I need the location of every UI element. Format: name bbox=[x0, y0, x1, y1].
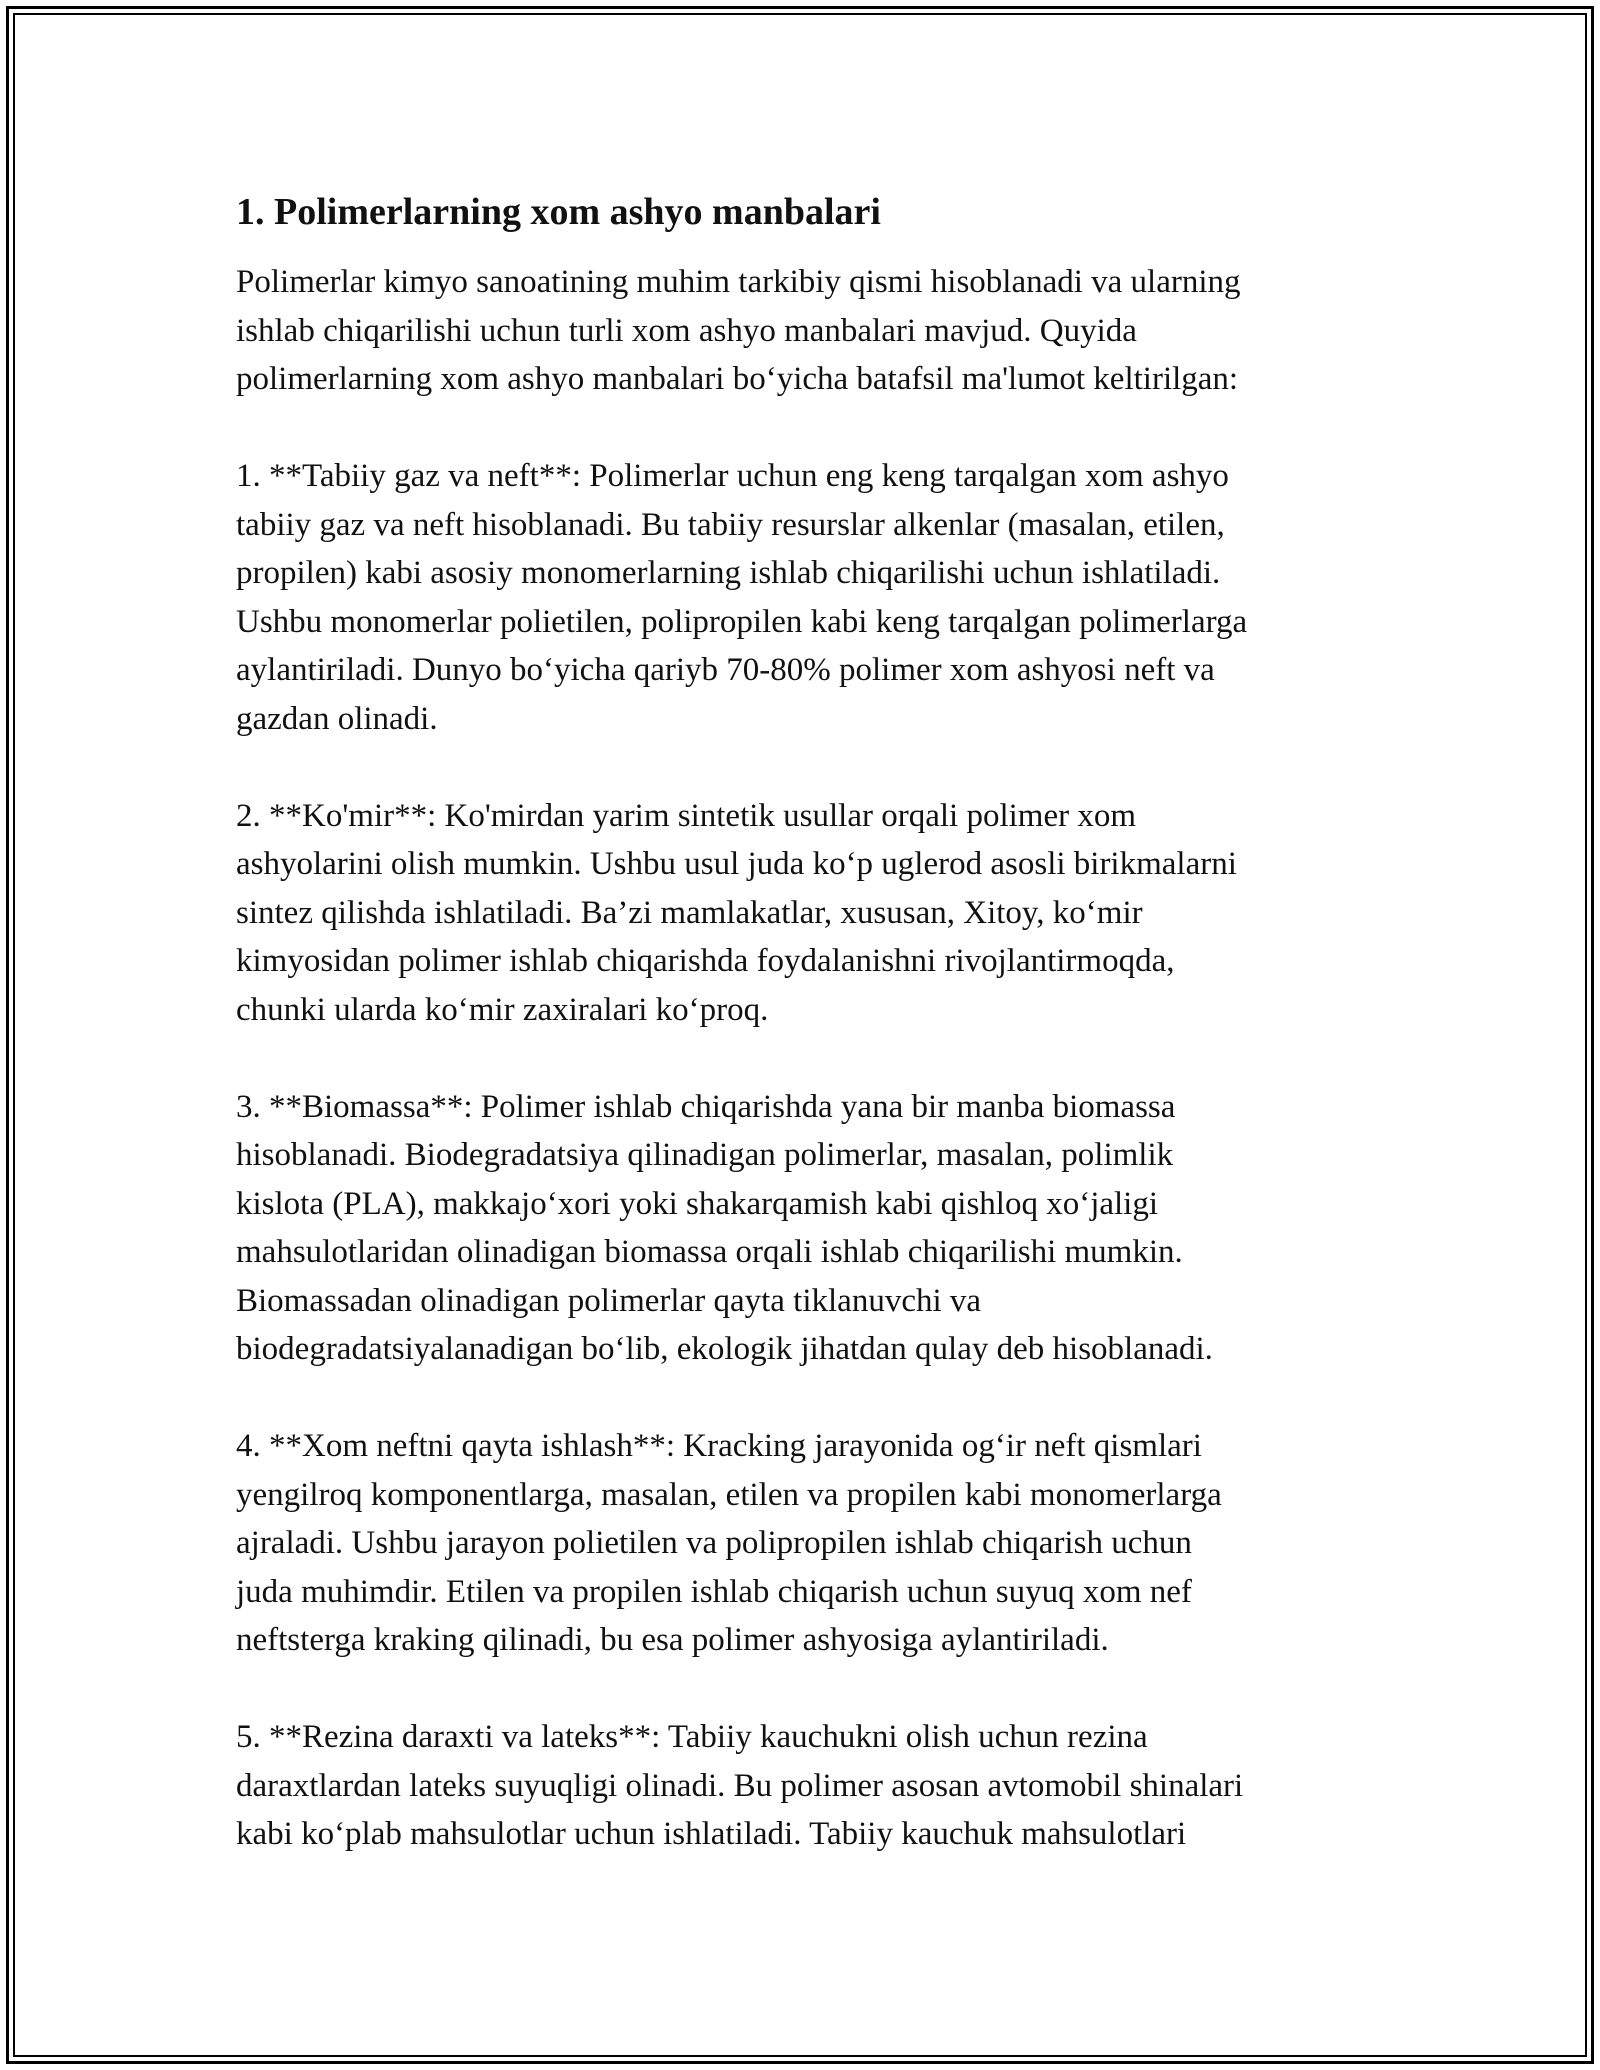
text-line: aylantiriladi. Dunyo bo‘yicha qariyb 70-80% polimer xom ashyosi neft va bbox=[236, 652, 1215, 688]
text-line: sintez qilishda ishlatiladi. Ba’zi mamlakatlar, xususan, Xitoy, ko‘mir bbox=[236, 894, 1143, 931]
text-line: kimyosidan polimer ishlab chiqarishda foydalanishni rivojlantirmoqda, bbox=[236, 943, 1175, 979]
text-line: kabi ko‘plab mahsulotlar uchun ishlatiladi. Tabiiy kauchuk mahsulotlari bbox=[236, 1816, 1187, 1852]
text-line: Ushbu monomerlar polietilen, polipropilen kabi keng tarqalgan polimerlarga bbox=[236, 603, 1248, 640]
text-line: 3. **Biomassa**: Polimer ishlab chiqarishda yana bir manba biomassa bbox=[236, 1088, 1176, 1125]
list-item-biomass bbox=[236, 1083, 1376, 1374]
paragraph-spacer bbox=[236, 743, 1376, 792]
text-line: tabiiy gaz va neft hisoblanadi. Bu tabiiy resurslar alkenlar (masalan, etilen, bbox=[236, 506, 1225, 543]
text-line: ajraladi. Ushbu jarayon polietilen va polipropilen ishlab chiqarish uchun bbox=[236, 1525, 1192, 1561]
text-line: ishlab chiqarilishi uchun turli xom ashyo manbalari mavjud. Quyida bbox=[236, 312, 1137, 349]
text-line: polimerlarning xom ashyo manbalari bo‘yicha batafsil ma'lumot keltirilgan: bbox=[236, 361, 1239, 397]
paragraph-spacer bbox=[236, 1034, 1376, 1083]
paragraph-spacer bbox=[236, 1374, 1376, 1423]
paragraph-spacer bbox=[236, 404, 1376, 453]
text-line: Polimerlar kimyo sanoatining muhim tarkibiy qismi hisoblanadi va ularning bbox=[236, 264, 1241, 300]
text-line: mahsulotlaridan olinadigan biomassa orqali ishlab chiqarilishi mumkin. bbox=[236, 1234, 1183, 1270]
text-line: 1. **Tabiiy gaz va neft**: Polimerlar uchun eng keng tarqalgan xom ashyo bbox=[236, 458, 1229, 494]
text-line: 5. **Rezina daraxti va lateks**: Tabiiy kauchukni olish uchun rezina bbox=[236, 1719, 1148, 1755]
text-line: biodegradatsiyalanadigan bo‘lib, ekologik jihatdan qulay deb hisoblanadi. bbox=[236, 1331, 1213, 1367]
text-line: Biomassadan olinadigan polimerlar qayta tiklanuvchi va bbox=[236, 1282, 982, 1319]
text-line: 4. **Xom neftni qayta ishlash**: Kracking jarayonida og‘ir neft qismlari bbox=[236, 1428, 1202, 1464]
text-line: propilen) kabi asosiy monomerlarning ishlab chiqarilishi uchun ishlatiladi. bbox=[236, 555, 1221, 591]
list-item-coal bbox=[236, 792, 1376, 1035]
document-body bbox=[236, 186, 1376, 1859]
text-line: daraxtlardan lateks suyuqligi olinadi. Bu polimer asosan avtomobil shinalari bbox=[236, 1767, 1244, 1804]
section-heading: 1. Polimerlarning xom ashyo manbalari bbox=[236, 191, 881, 233]
text-line: hisoblanadi. Biodegradatsiya qilinadigan polimerlar, masalan, polimlik bbox=[236, 1137, 1174, 1173]
text-line: juda muhimdir. Etilen va propilen ishlab chiqarish uchun suyuq xom nef bbox=[236, 1573, 1192, 1610]
list-item-crude-oil-refining bbox=[236, 1422, 1376, 1665]
intro-paragraph bbox=[236, 258, 1376, 404]
text-line: gazdan olinadi. bbox=[236, 700, 438, 737]
text-line: neftsterga kraking qilinadi, bu esa polimer ashyosiga aylantiriladi. bbox=[236, 1622, 1109, 1658]
list-item-rubber-tree-latex bbox=[236, 1713, 1376, 1859]
text-line: ashyolarini olish mumkin. Ushbu usul juda ko‘p uglerod asosli birikmalarni bbox=[236, 846, 1237, 882]
text-line: kislota (PLA), makkajo‘xori yoki shakarqamish kabi qishloq xo‘jaligi bbox=[236, 1185, 1159, 1222]
list-item-natural-gas-oil bbox=[236, 452, 1376, 743]
text-line: 2. **Ko'mir**: Ko'mirdan yarim sintetik usullar orqali polimer xom bbox=[236, 797, 1137, 834]
text-line: yengilroq komponentlarga, masalan, etilen va propilen kabi monomerlarga bbox=[236, 1476, 1222, 1513]
paragraph-spacer bbox=[236, 1665, 1376, 1714]
text-line: chunki ularda ko‘mir zaxiralari ko‘proq. bbox=[236, 991, 769, 1028]
